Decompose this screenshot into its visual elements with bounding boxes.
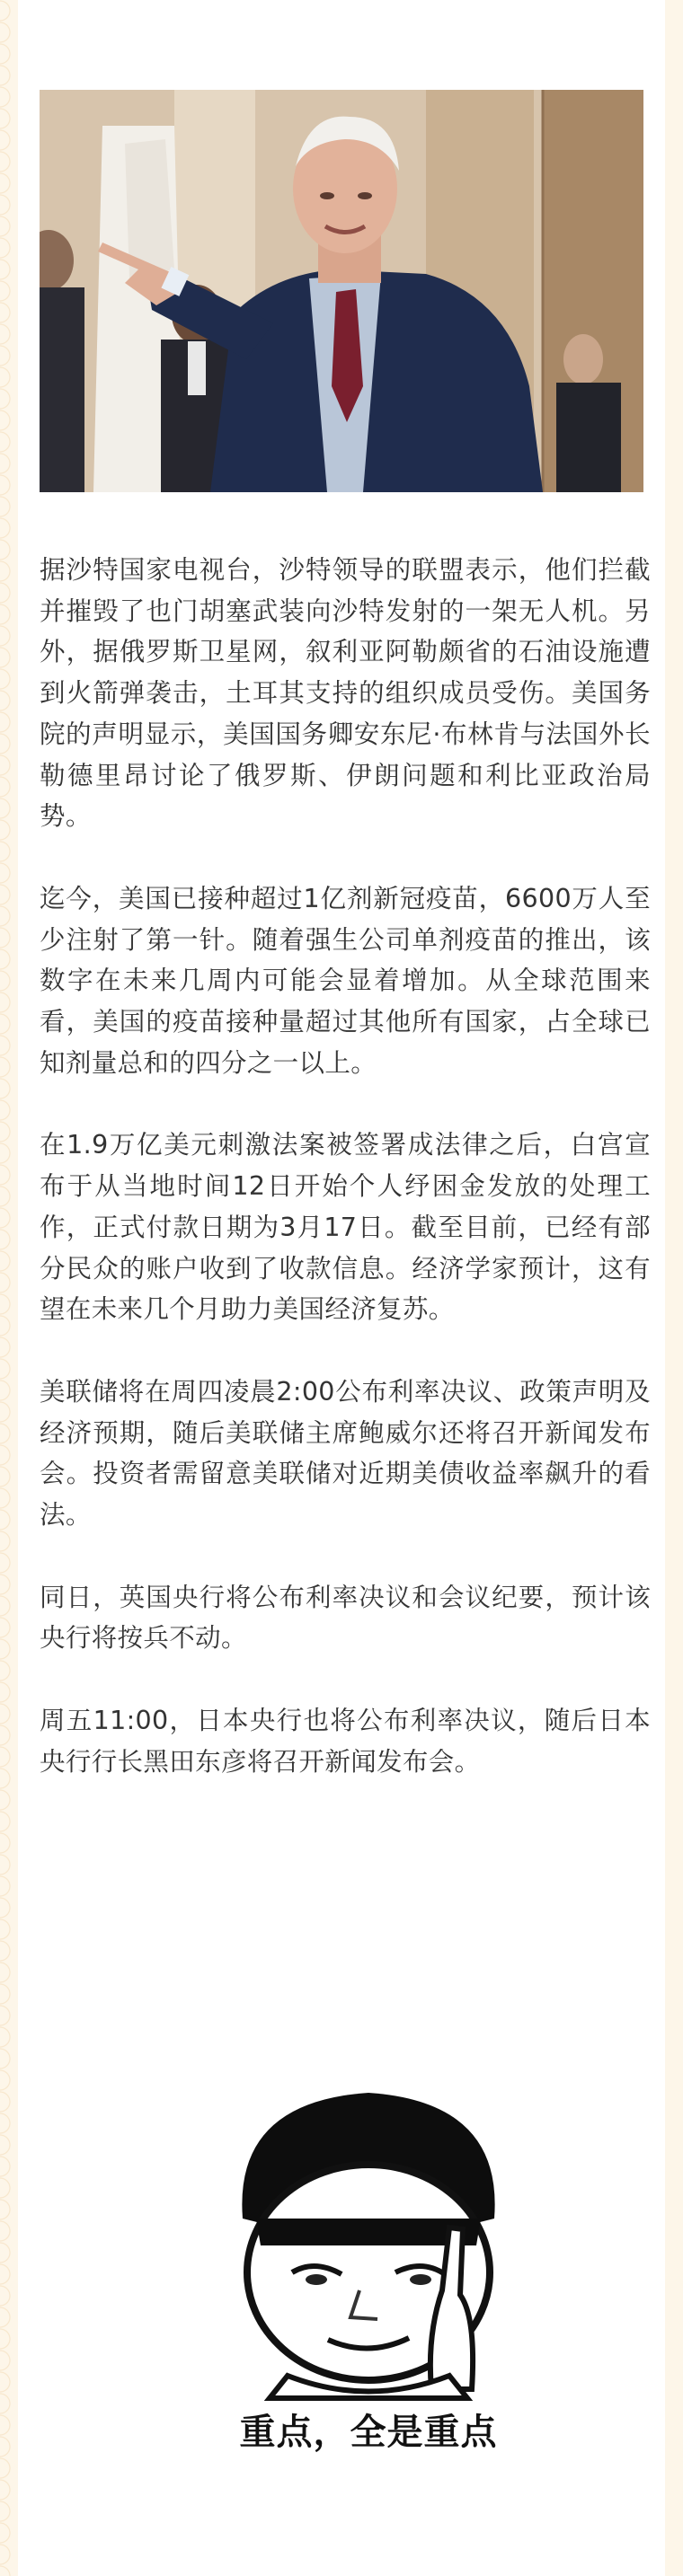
paragraph: 同日，英国央行将公布利率决议和会议纪要，预计该央行将按兵不动。 xyxy=(40,1582,651,1654)
meme-caption: 重点，全是重点 xyxy=(239,2412,498,2453)
article-body xyxy=(40,550,651,1824)
paragraph: 据沙特国家电视台，沙特领导的联盟表示，他们拦截并摧毁了也门胡塞武装向沙特发射的一架无人机。另外，据俄罗斯卫星网，叙利亚阿勒颇省的石油设施遭到火箭弹袭击，土耳其支持的组织成员受伤。美国务院的声明显示，美国国务卿安东尼·布林肯与法国外长勒德里昂讨论了俄罗斯、伊朗问题和利比亚政治局势。 xyxy=(40,555,651,832)
paragraph: 周五11:00，日本央行也将公布利率决议，随后日本央行行长黑田东彦将召开新闻发布会。 xyxy=(40,1706,651,1777)
paragraph: 迄今，美国已接种超过1亿剂新冠疫苗，6600万人至少注射了第一针。随着强生公司单剂疫苗的推出，该数字在未来几周内可能会显着增加。从全球范围来看，美国的疫苗接种量超过其他所有国家，占全球已知剂量总和的四分之一以上。 xyxy=(40,883,651,1078)
news-photo xyxy=(40,90,643,492)
paragraph: 在1.9万亿美元刺激法案被签署成法律之后，白宫宣布于从当地时间12日开始个人纾困金发放的处理工作，正式付款日期为3月17日。截至目前，已经有部分民众的账户收到了收款信息。经济学家预计，这有望在未来几个月助力美国经济复苏。 xyxy=(40,1130,651,1325)
meme-sticker xyxy=(207,2066,530,2479)
paragraph: 美联储将在周四凌晨2:00公布利率决议、政策声明及经济预期，随后美联储主席鲍威尔还将召开新闻发布会。投资者需留意美联储对近期美债收益率飙升的看法。 xyxy=(40,1376,651,1531)
article-page xyxy=(18,0,665,2576)
